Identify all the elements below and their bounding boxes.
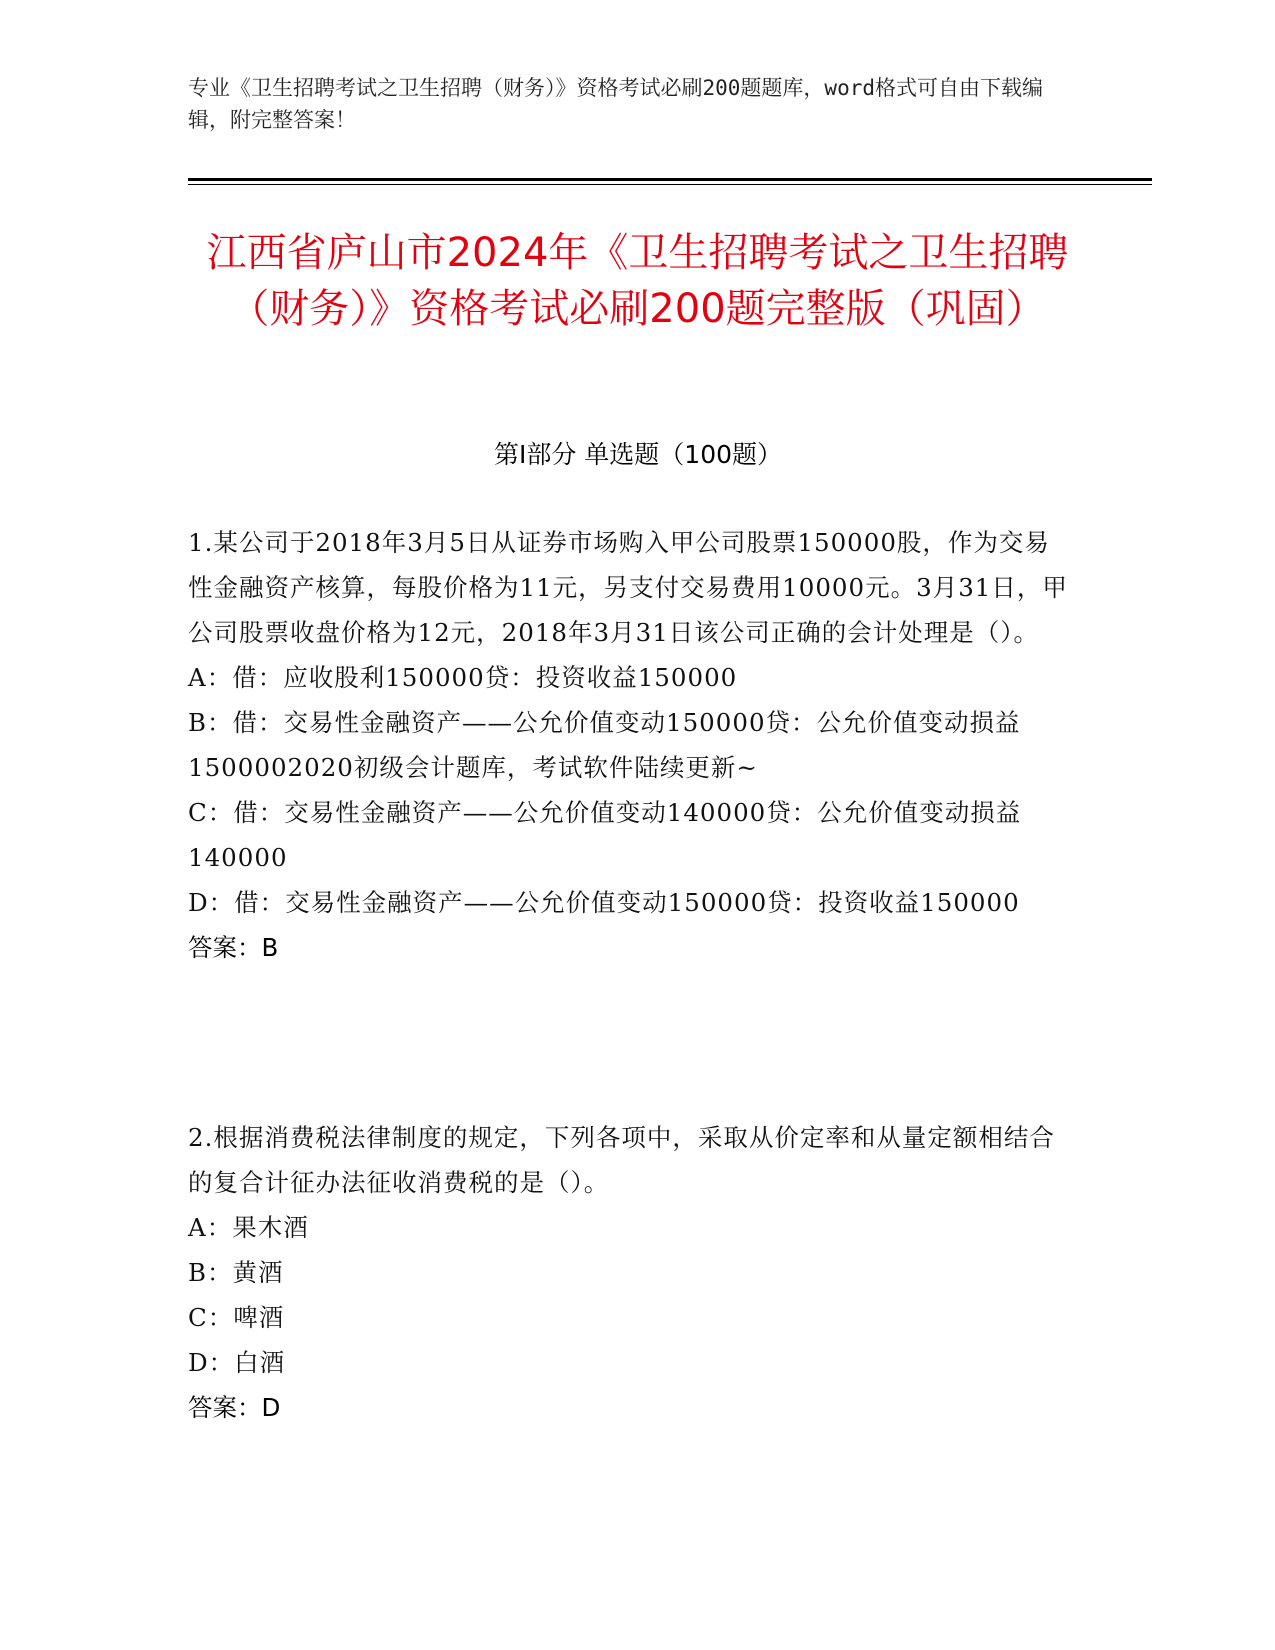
option-b: B：借：交易性金融资产——公允价值变动150000贷：公允价值变动损益1500002020初级会计题库，考试软件陆续更新~ (188, 708, 1021, 782)
answer: 答案：B (188, 933, 279, 962)
option-a: A：借：应收股利150000贷：投资收益150000 (188, 663, 738, 692)
question-1 (188, 520, 1068, 970)
header-note: 专业《卫生招聘考试之卫生招聘（财务）》资格考试必刷200题题库，word格式可自由下载编辑，附完整答案！ (188, 76, 1043, 132)
option-c: C：啤酒 (188, 1303, 285, 1332)
option-a: A：果木酒 (188, 1213, 309, 1242)
option-d: D：白酒 (188, 1348, 286, 1377)
option-b: B：黄酒 (188, 1258, 284, 1287)
document-title: 江西省庐山市2024年《卫生招聘考试之卫生招聘（财务）》资格考试必刷200题完整版（巩固） (206, 230, 1069, 332)
header-rule-thin (188, 184, 1152, 185)
header-rule-thick (188, 178, 1152, 181)
section-title: 第Ⅰ部分 单选题（100题） (493, 440, 783, 469)
option-c: C：借：交易性金融资产——公允价值变动140000贷：公允价值变动损益140000 (188, 798, 1022, 872)
question-text: 2.根据消费税法律制度的规定，下列各项中，采取从价定率和从量定额相结合的复合计征办法征收消费税的是（）。 (188, 1123, 1055, 1197)
question-2 (188, 1115, 1068, 1430)
answer: 答案：D (188, 1393, 281, 1422)
option-d: D：借：交易性金融资产——公允价值变动150000贷：投资收益150000 (188, 888, 1020, 917)
question-text: 1.某公司于2018年3月5日从证券市场购入甲公司股票150000股，作为交易性金融资产核算，每股价格为11元，另支付交易费用10000元。3月31日，甲公司股票收盘价格为12元，2018年3月31日该公司正确的会计处理是（）。 (188, 528, 1068, 647)
